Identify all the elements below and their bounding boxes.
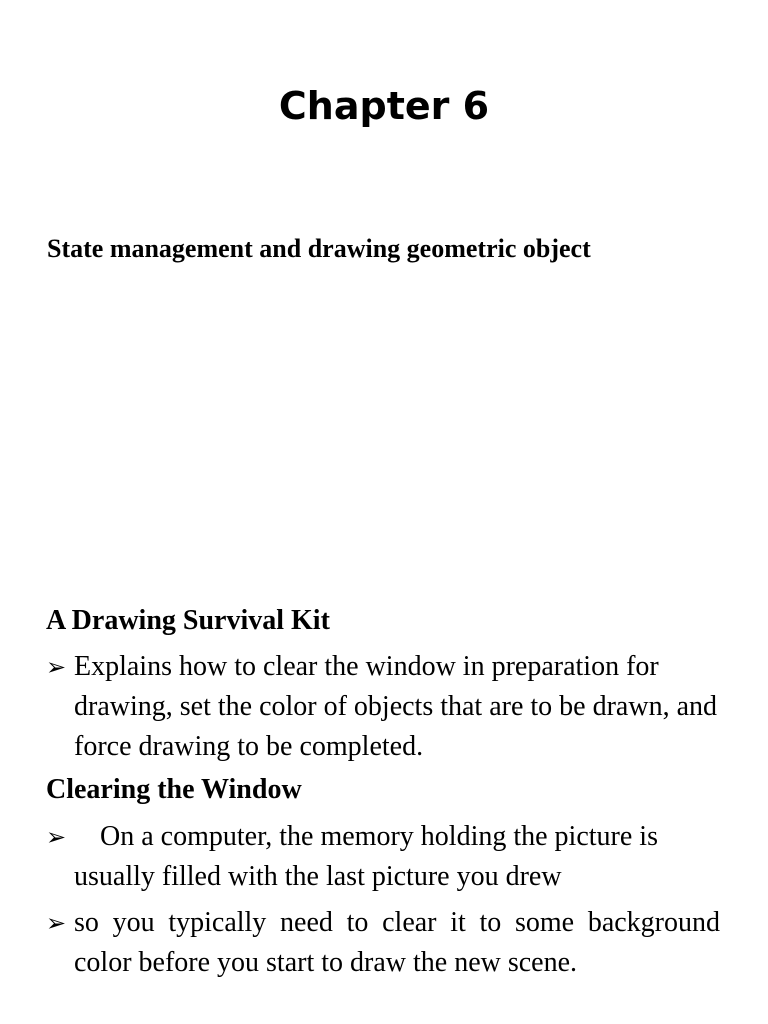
arrow-bullet-icon: ➢ [46, 653, 67, 681]
chapter-title: Chapter 6 [278, 84, 490, 128]
bullet-item [46, 903, 720, 983]
bullet-item [46, 817, 720, 897]
chapter-subtitle: State management and drawing geometric object [47, 234, 591, 263]
arrow-bullet-icon: ➢ [46, 823, 67, 851]
arrow-bullet-icon: ➢ [46, 909, 67, 937]
bullet-text: Explains how to clear the window in preparation for drawing, set the color of objects that are to be drawn, and force drawing to be completed. [74, 651, 718, 762]
section-heading-drawing-survival-kit: A Drawing Survival Kit [46, 605, 330, 636]
bullet-item [46, 647, 720, 767]
bullet-text: so you typically need to clear it to some background color before you start to draw the new scene. [74, 907, 720, 978]
section-heading-clearing-the-window: Clearing the Window [46, 774, 302, 805]
bullet-text: On a computer, the memory holding the picture is usually filled with the last picture you drew [74, 821, 658, 892]
